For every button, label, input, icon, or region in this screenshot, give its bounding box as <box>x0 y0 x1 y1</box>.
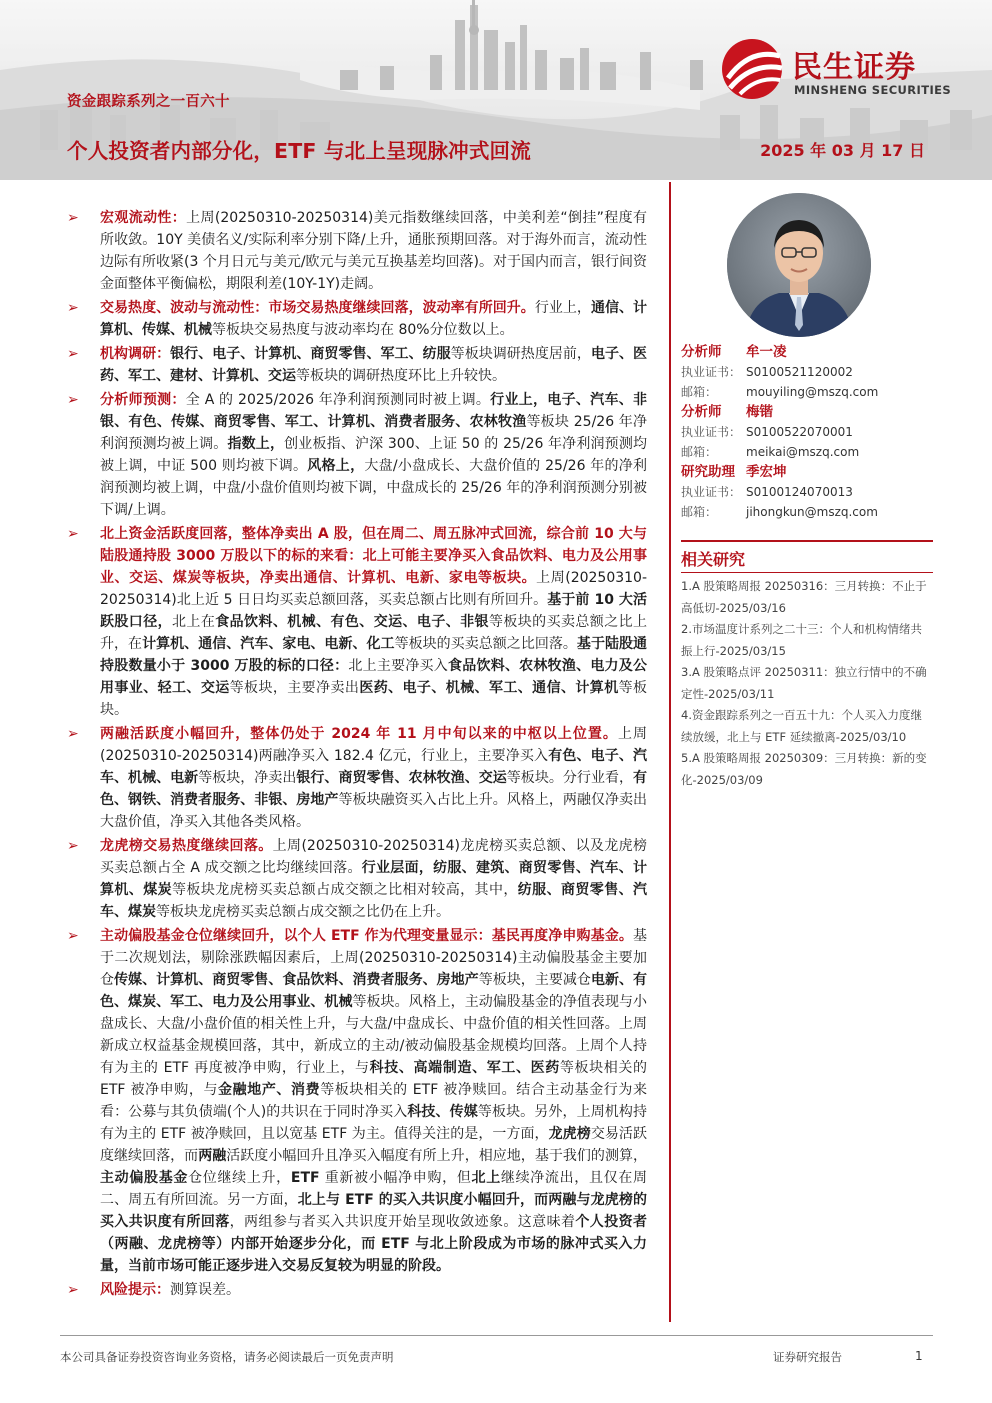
analyst-name: 梅锴 <box>746 404 773 420</box>
bullet-text: 等板块，主要净卖出 <box>229 680 360 696</box>
summary-bullet <box>67 207 647 295</box>
analyst-cert-row <box>681 482 933 502</box>
bullet-text: 测算误差。 <box>170 1282 240 1298</box>
bullet-text: 上周(20250310-20250314)美元指数继续回落，中美利差“倒挂”程度有所收敛。10Y 美债名义/实际利率分别下降/上升，通胀预期回落。对于海外而言，流动性边际有所收紧(3 个月日元与美元/欧元与美元互换基差均回落)。对于国内而言，银行间资金面整体平衡偏松，期限利差(10Y-1Y)走阔。 <box>100 210 648 292</box>
logo-english-name: MINSHENG SECURITIES <box>794 83 952 97</box>
bullet-text: 北上在 <box>172 614 216 630</box>
bullet-arrow-icon: ➢ <box>67 392 79 408</box>
bullet-emphasis: 有色、钢铁、消费者服务、非银、房地产 <box>100 770 648 808</box>
bullet-text: 交易活跃度继续回落，而 <box>100 1126 647 1164</box>
bullet-emphasis: 食品饮料、农林牧渔、电力及公用事业、轻工、交运 <box>100 658 648 696</box>
bullet-text: 等板块龙虎榜买卖总额占成交额之比相对较高，其中， <box>172 882 518 898</box>
analyst-email-row <box>681 502 933 522</box>
analyst-cert-row <box>681 362 933 382</box>
bullet-text: 北上主要净买入 <box>348 658 449 674</box>
bullet-emphasis: 计算机、通信、汽车、家电、电新、化工 <box>142 636 395 652</box>
related-underline <box>681 572 933 573</box>
bullet-heading: 风险提示： <box>100 1282 170 1298</box>
related-research-title: 相关研究 <box>681 550 746 569</box>
bullet-emphasis: 金融地产、消费 <box>218 1082 321 1098</box>
bullet-emphasis: 电新、有色、煤炭、军工、电力及公用事业、机械 <box>100 972 648 1010</box>
bullet-text: 大盘/小盘成长、大盘价值的 25/26 年的净利润预测均被上调，中盘/小盘价值则均被下调，中盘成长的 25/26 年的净利润预测分别被下调/上调。 <box>100 458 647 518</box>
bullet-arrow-icon: ➢ <box>67 1282 79 1298</box>
bullet-emphasis: 指数上， <box>227 436 285 452</box>
cert-number: S0100522070001 <box>746 425 853 439</box>
bullet-text: 等板块调研热度居前， <box>450 346 591 362</box>
bullet-text: 等板块，主要减仓 <box>478 972 591 988</box>
bullet-emphasis: 传媒、计算机、商贸零售、食品饮料、消费者服务、房地产 <box>114 972 479 988</box>
footer-rule <box>60 1335 933 1336</box>
analyst-role: 分析师 <box>681 344 722 360</box>
summary-bullet <box>67 297 647 341</box>
analyst-email[interactable]: mouyiling@mszq.com <box>746 385 879 399</box>
bullet-text: 等板块的买卖总额之比回落。 <box>394 636 577 652</box>
analyst-email[interactable]: meikai@mszq.com <box>746 445 860 459</box>
summary-bullets <box>67 207 647 1303</box>
analyst-cert-row <box>681 422 933 442</box>
bullet-text: 等板块交易热度与波动率均在 80%分位数以上。 <box>212 322 514 338</box>
bullet-text: 等板块。另外，上周机构持有为主的 ETF 被净赎回，且以宽基 ETF 为主。值得关注的是，一方面， <box>100 1104 648 1142</box>
related-top-rule <box>681 540 933 542</box>
bullet-heading: 北上资金活跃度回落，整体净卖出 A 股，但在周二、周五脉冲式回流，综合前 10 大与陆股通持股 3000 万股以下的标的来看：北上可能主要净买入食品饮料、电力及公用事业、交运、煤炭等板块，净卖出通信、计算机、电新、家电等板块。 <box>100 526 647 586</box>
bullet-text: 全 A 的 2025/2026 年净利润预测同时被上调。 <box>185 392 491 408</box>
summary-bullet <box>67 925 647 1277</box>
bullet-emphasis: 主动偏股基金 <box>100 1170 189 1186</box>
bullet-emphasis: 电子、医药、军工、建材、计算机、交运 <box>100 346 648 384</box>
related-research-item[interactable]: 4.资金跟踪系列之一百五十九：个人买入力度继续放缓，北上与 ETF 延续撤离-2025/03/10 <box>681 708 922 744</box>
bullet-text: 等板块的买卖总额之比上升，在 <box>100 614 648 652</box>
analyst-name: 季宏坤 <box>746 464 787 480</box>
analyst-photo <box>727 193 871 337</box>
bullet-text: 等板块。分行业看， <box>506 770 634 786</box>
column-divider <box>669 182 671 1322</box>
summary-bullet <box>67 343 647 387</box>
bullet-heading: 两融活跃度小幅回升，整体仍处于 2024 年 11 月中旬以来的中枢以上位置。 <box>100 726 618 742</box>
bullet-emphasis: 食品饮料、机械、有色、交运、电子、非银 <box>215 614 489 630</box>
summary-bullet <box>67 1279 647 1301</box>
bullet-text: 上周(20250310-20250314)两融净买入 182.4 亿元，行业上，主要净买入 <box>100 726 647 764</box>
cert-label: 执业证书： <box>681 485 742 499</box>
bullet-text: 等板块。 <box>100 680 648 718</box>
bullet-emphasis: 北上与 ETF 的买入共识度小幅回升，而两融与龙虎榜的买入共识度有所回落 <box>100 1192 647 1230</box>
bullet-text: 基于二次规划法，剔除涨跌幅因素后，上周(20250310-20250314)主动偏股基金主要加仓 <box>100 928 647 988</box>
analyst-list <box>681 342 933 522</box>
page-number: 1 <box>915 1349 923 1363</box>
cert-number: S0100124070013 <box>746 485 853 499</box>
bullet-emphasis: 有色、电子、汽车、机械、电新 <box>100 748 647 786</box>
bullet-arrow-icon: ➢ <box>67 300 79 316</box>
bullet-text: 上周(20250310-20250314)北上近 5 日日均买卖总额回落，买卖总额占比则有所回升。 <box>100 570 648 608</box>
minsheng-logo <box>720 38 970 100</box>
header-banner <box>0 0 992 180</box>
bullet-emphasis: 科技、传媒 <box>407 1104 478 1120</box>
bullet-arrow-icon: ➢ <box>67 210 79 226</box>
bullet-emphasis: 科技、高端制造、军工、医药 <box>369 1060 560 1076</box>
email-label: 邮箱： <box>681 385 718 399</box>
analyst-name: 牟一凌 <box>746 344 787 360</box>
bullet-heading: 分析师预测： <box>100 392 186 408</box>
logo-chinese-name: 民生证券 <box>792 50 916 85</box>
bullet-text: 等板块。风格上，主动偏股基金的净值表现与小盘成长、大盘/小盘价值的相关性上升，与大盘/中盘成长、中盘价值的相关性回落。上周新成立权益基金规模回落，其中，新成立的主动/被动偏股基金规模均回落。上周个人持有为主的 ETF 再度被净申购，行业上，与 <box>100 994 648 1076</box>
bullet-arrow-icon: ➢ <box>67 726 79 742</box>
bullet-emphasis: 医药、电子、机械、军工、通信、计算机 <box>359 680 619 696</box>
bullet-emphasis: 基于陆股通持股数量小于 3000 万股的标的口径： <box>100 636 648 674</box>
summary-bullet <box>67 389 647 521</box>
related-research-item[interactable]: 5.A 股策略周报 20250309：三月转换：新的变化-2025/03/09 <box>681 751 927 787</box>
bullet-emphasis: 风格上， <box>307 458 365 474</box>
analyst-name-row <box>681 342 933 362</box>
bullet-emphasis: 银行、电子、计算机、商贸零售、军工、纺服 <box>170 346 451 362</box>
bullet-text: 重新被小幅净申购，但 <box>319 1170 472 1186</box>
bullet-text: 继续净流出，且仅在周二、周五有所回流。另一方面， <box>100 1170 648 1208</box>
report-date: 2025 年 03 月 17 日 <box>760 141 925 160</box>
bullet-emphasis: 通信、计算机、传媒、机械 <box>100 300 648 338</box>
cert-label: 执业证书： <box>681 425 742 439</box>
bullet-arrow-icon: ➢ <box>67 526 79 542</box>
footer-report-type: 证券研究报告 <box>773 1350 842 1364</box>
summary-bullet <box>67 835 647 923</box>
bullet-heading: 机构调研： <box>100 346 171 362</box>
related-research-list <box>681 576 931 791</box>
bullet-text: 等板块龙虎榜买卖总额占成交额之比仍在上升。 <box>156 904 450 920</box>
bullet-emphasis: 北上 <box>471 1170 501 1186</box>
bullet-emphasis: 基于前 10 大活跃股口径， <box>100 592 648 630</box>
footer-disclaimer: 本公司具备证券投资咨询业务资格，请务必阅读最后一页免责声明 <box>60 1350 394 1364</box>
related-research-item[interactable]: 1.A 股策略周报 20250316：三月转换：不止于高低切-2025/03/16 <box>681 579 927 615</box>
cert-label: 执业证书： <box>681 365 742 379</box>
bullet-arrow-icon: ➢ <box>67 346 79 362</box>
bullet-text: 等板块的调研热度环比上升较快。 <box>296 368 506 384</box>
report-series: 资金跟踪系列之一百六十 <box>67 94 230 110</box>
bullet-heading: 宏观流动性： <box>100 210 187 226</box>
bullet-text: 活跃度小幅回升且净买入幅度有所上升，相应地，基于我们的测算， <box>226 1148 648 1164</box>
bullet-emphasis: 龙虎榜 <box>548 1126 591 1142</box>
bullet-emphasis: 行业层面，纺服、建筑、商贸零售、汽车、计算机、煤炭 <box>100 860 647 898</box>
analyst-email-row <box>681 442 933 462</box>
bullet-emphasis: 行业上，电子、汽车、非银、有色、传媒、商贸零售、军工、计算机、消费者服务、农林牧渔 <box>100 392 648 430</box>
summary-bullet <box>67 723 647 833</box>
email-label: 邮箱： <box>681 505 718 519</box>
bullet-heading: 龙虎榜交易热度继续回落。 <box>100 838 273 854</box>
analyst-role: 分析师 <box>681 404 722 420</box>
bullet-text: 行业上， <box>534 300 591 316</box>
bullet-arrow-icon: ➢ <box>67 838 79 854</box>
bullet-emphasis: 两融 <box>198 1148 227 1164</box>
report-title: 个人投资者内部分化，ETF 与北上呈现脉冲式回流 <box>67 139 531 163</box>
bullet-arrow-icon: ➢ <box>67 928 79 944</box>
bullet-text: 等板块融资买入占比上升。风格上，两融仅净卖出大盘价值，净买入其他各类风格。 <box>100 792 648 830</box>
bullet-heading: 主动偏股基金仓位继续回升，以个人 ETF 作为代理变量显示：基民再度净申购基金。 <box>100 928 633 944</box>
analyst-role: 研究助理 <box>681 464 735 480</box>
bullet-emphasis: 银行、商贸零售、农林牧渔、交运 <box>296 770 507 786</box>
analyst-email[interactable]: jihongkun@mszq.com <box>746 505 878 519</box>
bullet-text: 等板块相关的 ETF 被净申购，与 <box>100 1060 648 1098</box>
bullet-text: 创业板指、沪深 300、上证 50 的 25/26 年净利润预测均被上调，中证 500 则均被下调。 <box>100 436 648 474</box>
bullet-text: ，两组参与者买入共识度开始呈现收敛迹象。这意味着 <box>229 1214 576 1230</box>
analyst-name-row <box>681 402 933 422</box>
related-research-item[interactable]: 2.市场温度计系列之二十三：个人和机构情绪共振上行-2025/03/15 <box>681 622 922 658</box>
bullet-text: 上周(20250310-20250314)龙虎榜买卖总额、以及龙虎榜买卖总额占全 A 成交额之比均继续回落。 <box>100 838 647 876</box>
bullet-text: 仓位继续上升， <box>188 1170 291 1186</box>
bullet-text: 等板块 25/26 年净利润预测均被上调。 <box>100 414 648 452</box>
bullet-heading: 交易热度、波动与流动性：市场交易热度继续回落，波动率有所回升。 <box>100 300 535 316</box>
bullet-emphasis: 个人投资者（两融、龙虎榜等）内部开始逐步分化，而 ETF 与北上阶段成为市场的脉冲式买入力量，当前市场可能正逐步进入交易反复较为明显的阶段。 <box>100 1214 648 1274</box>
related-research-item[interactable]: 3.A 股策略点评 20250311：独立行情中的不确定性-2025/03/11 <box>681 665 927 701</box>
bullet-emphasis: 纺服、商贸零售、汽车、煤炭 <box>100 882 648 920</box>
analyst-email-row <box>681 382 933 402</box>
bullet-emphasis: ETF <box>290 1170 320 1186</box>
analyst-name-row <box>681 462 933 482</box>
cert-number: S0100521120002 <box>746 365 853 379</box>
minsheng-logo-icon <box>720 38 788 100</box>
email-label: 邮箱： <box>681 445 718 459</box>
bullet-text: 等板块相关的 ETF 被净赎回。结合主动基金行为来看：公募与其负债端(个人)的共识在于同时净买入 <box>100 1082 647 1120</box>
bullet-text: 等板块，净卖出 <box>198 770 297 786</box>
summary-bullet <box>67 523 647 721</box>
